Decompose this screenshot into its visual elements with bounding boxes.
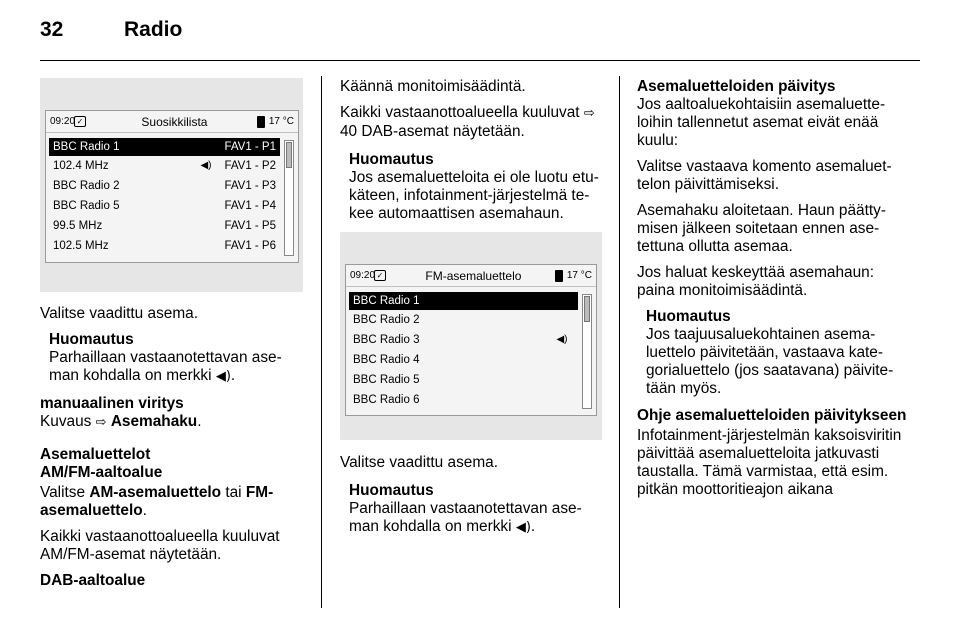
heading-dab: DAB-aaltoalue — [40, 572, 146, 589]
note-title: Huomautus — [349, 151, 434, 168]
station-name: BBC Radio 2 — [53, 180, 120, 192]
paragraph: Valitse vaadittu asema. — [40, 305, 198, 322]
note-block — [637, 308, 907, 398]
station-name: BBC Radio 4 — [353, 354, 420, 366]
favourite-slot: FAV1 - P2 — [224, 160, 276, 172]
paragraph: Kuvaus ⇨ Asemahaku. — [40, 413, 202, 430]
note-title: Huomautus — [49, 331, 134, 348]
favourite-slot: FAV1 - P5 — [224, 220, 276, 232]
station-row[interactable] — [49, 216, 280, 236]
header-rule — [40, 60, 920, 61]
arrow-icon: ⇨ — [583, 106, 595, 121]
phone-icon — [257, 116, 265, 128]
note-text: Jos asemaluetteloita ei ole luotu etukäteen, infotainment-järjestelmä tekee automaattisen asemahaun. — [349, 169, 599, 222]
favourite-slot: FAV1 - P1 — [224, 141, 276, 153]
scrollbar[interactable] — [582, 294, 592, 409]
station-name: 102.4 MHz — [53, 160, 109, 172]
speaker-icon: ◀) — [200, 160, 212, 171]
station-name: 102.5 MHz — [53, 240, 109, 252]
station-row[interactable] — [349, 350, 578, 370]
station-row[interactable] — [49, 196, 280, 216]
screen-title: FM-asemaluettelo — [425, 268, 522, 283]
cross-reference: Asemahaku — [110, 413, 198, 430]
heading-manual-tuning: manuaalinen viritys — [40, 395, 184, 412]
screen-header — [46, 111, 298, 133]
note-text: Parhaillaan vastaanotettavan aseman kohdalla on merkki — [349, 500, 582, 535]
favourites-screen-figure — [40, 78, 303, 292]
note-block: Huomautus Parhaillaan vastaanotettavan aseman kohdalla on merkki ◀). — [40, 331, 302, 386]
station-name: BBC Radio 1 — [53, 141, 120, 153]
clock-text: 09:20 — [50, 115, 76, 127]
paragraph: Valitse vastaava komento asemaluettelon päivittämiseksi. — [637, 158, 892, 193]
station-name: 99.5 MHz — [53, 220, 103, 232]
phone-icon — [555, 270, 563, 282]
paragraph: Jos haluat keskeyttää asemahaun: paina monitoimisäädintä. — [637, 264, 874, 299]
screen-header — [346, 265, 596, 287]
heading-station-lists: Asemaluettelot — [40, 446, 151, 463]
station-row[interactable] — [49, 156, 280, 176]
text: 40 DAB-asemat näytetään. — [340, 123, 525, 140]
station-name: BBC Radio 2 — [353, 314, 420, 326]
menu-term: AM-asemaluettelo — [89, 484, 222, 501]
station-name: BBC Radio 5 — [53, 200, 120, 212]
favourite-slot: FAV1 - P6 — [224, 240, 276, 252]
scrollbar[interactable] — [284, 140, 294, 256]
checkmark-icon: ✓ — [374, 270, 386, 281]
temperature-text: 17 °C — [566, 269, 592, 281]
paragraph: Käännä monitoimisäädintä. — [340, 78, 526, 95]
arrow-icon: ⇨ — [95, 415, 107, 430]
heading-background-update: Ohje asemaluetteloiden päivitykseen — [637, 407, 907, 424]
station-row[interactable] — [349, 292, 578, 310]
note-block: Huomautus Parhaillaan vastaanotettavan aseman kohdalla on merkki ◀). — [340, 482, 602, 537]
paragraph: Asemahaku aloitetaan. Haun päättymisen jälkeen soitetaan ennen asetettuna ollutta asemaa. — [637, 202, 886, 255]
paragraph: Valitse vaadittu asema. — [340, 454, 498, 471]
station-row[interactable] — [49, 236, 280, 256]
screen-title: Suosikkilista — [141, 114, 208, 129]
scrollbar-thumb[interactable] — [584, 296, 590, 322]
column-2 — [340, 78, 602, 546]
display-screen — [345, 264, 597, 416]
text: Kuvaus — [40, 413, 92, 430]
column-divider — [619, 76, 620, 608]
station-row[interactable] — [349, 370, 578, 390]
checkmark-icon: ✓ — [74, 116, 86, 127]
column-divider — [321, 76, 322, 608]
paragraph: Valitse AM-asemaluettelo tai FM-asemaluettelo. — [40, 484, 274, 519]
favourite-slot: FAV1 - P3 — [224, 180, 276, 192]
favourites-list — [49, 138, 280, 256]
note-title: Huomautus — [349, 482, 434, 499]
speaker-icon: ◀) — [556, 334, 568, 345]
section-title: Radio — [124, 18, 183, 41]
column-1 — [40, 78, 302, 590]
station-name: BBC Radio 1 — [353, 295, 420, 307]
column-3 — [637, 78, 907, 507]
page-header — [40, 18, 920, 58]
note-block — [340, 151, 602, 223]
heading-list-update: Asemaluetteloiden päivitys — [637, 78, 836, 95]
station-name: BBC Radio 5 — [353, 374, 420, 386]
speaker-icon: ◀) — [515, 520, 531, 535]
station-row[interactable] — [49, 138, 280, 156]
clock-text: 09:20 — [350, 269, 376, 281]
station-row[interactable] — [49, 176, 280, 196]
menu-term: FM-asemaluettelo — [40, 484, 274, 519]
speaker-icon: ◀) — [215, 369, 231, 384]
note-text: Jos taajuusaluekohtainen asemaluettelo päivitetään, vastaava kategorialuettelo (jos saatavana) päivitetään myös. — [646, 326, 894, 397]
station-name: BBC Radio 6 — [353, 394, 420, 406]
station-row[interactable] — [349, 390, 578, 410]
note-text: Parhaillaan vastaanotettavan aseman kohdalla on merkki — [49, 349, 282, 384]
temperature-text: 17 °C — [268, 115, 294, 127]
note-title: Huomautus — [646, 308, 731, 325]
fm-list-screen-figure — [340, 232, 602, 440]
display-screen — [45, 110, 299, 263]
station-row[interactable] — [349, 310, 578, 330]
fm-station-list — [349, 292, 578, 410]
paragraph: Jos aaltoaluekohtaisiin asemaluetteloihin tallennetut asemat eivät enää kuulu: — [637, 96, 886, 149]
station-name: BBC Radio 3 — [353, 334, 420, 346]
heading-amfm: AM/FM-aaltoalue — [40, 464, 163, 481]
text: Kaikki vastaanottoalueella kuuluvat — [340, 104, 580, 121]
scrollbar-thumb[interactable] — [286, 142, 292, 168]
text: tai — [225, 484, 242, 501]
paragraph — [340, 104, 602, 141]
station-row[interactable] — [349, 330, 578, 350]
paragraph: Infotainment-järjestelmän kaksoisviritin päivittää asemaluetteloita jatkuvasti taustalla. Tämä varmistaa, että esim. pitkän moottoritieajon aikana — [637, 427, 902, 498]
text: Valitse — [40, 484, 86, 501]
page-number: 32 — [40, 18, 64, 41]
favourite-slot: FAV1 - P4 — [224, 200, 276, 212]
paragraph: Kaikki vastaanottoalueella kuuluvat AM/FM-asemat näytetään. — [40, 528, 280, 563]
